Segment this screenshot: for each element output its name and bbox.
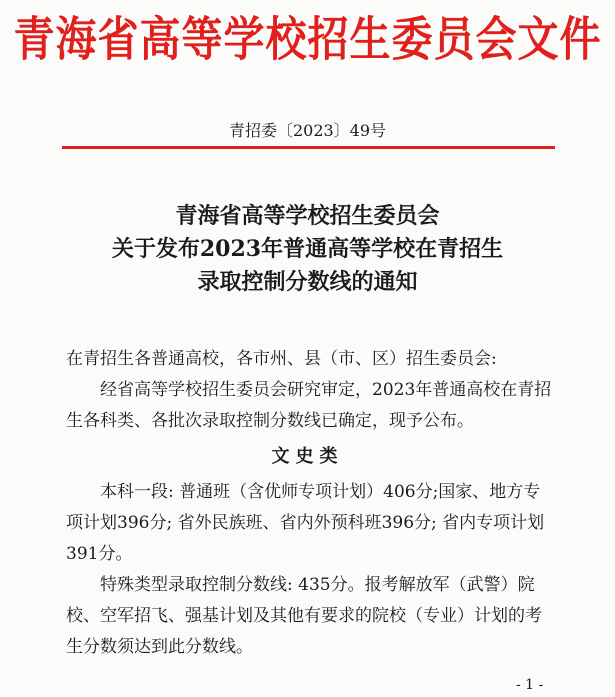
section-title: 文史类 [271, 446, 344, 467]
salutation: 在青招生各普通高校，各市州、县（市、区）招生委员会: [66, 349, 497, 369]
paragraph: 本科一段: 普通班（含优师专项计划）406分;国家、地方专项计划396分; 省外民族班、省内外预科班396分; 省内专项计划391分。 [66, 482, 545, 564]
paragraph: 特殊类型录取控制分数线: 435分。报考解放军（武警）院校、空军招飞、强基计划及其他有要求的院校（专业）计划的考生分数须达到此分数线。 [66, 575, 542, 657]
intro-paragraph: 经省高等学校招生委员会研究审定，2023年普通高校在青招生各科类、各批次录取控制分数线已确定，现予公布。 [66, 380, 552, 431]
title-line: 关于发布2023年普通高等学校在青招生 [111, 236, 504, 262]
red-divider [62, 146, 555, 149]
title-line: 青海省高等学校招生委员会 [175, 203, 440, 229]
document-number: 青招委〔2023〕49号 [228, 121, 387, 140]
page-number: - 1 - [516, 677, 544, 693]
document-title [0, 200, 615, 299]
issuer-header: 青海省高等学校招生委员会文件 [13, 11, 602, 68]
title-line: 录取控制分数线的通知 [197, 269, 418, 295]
